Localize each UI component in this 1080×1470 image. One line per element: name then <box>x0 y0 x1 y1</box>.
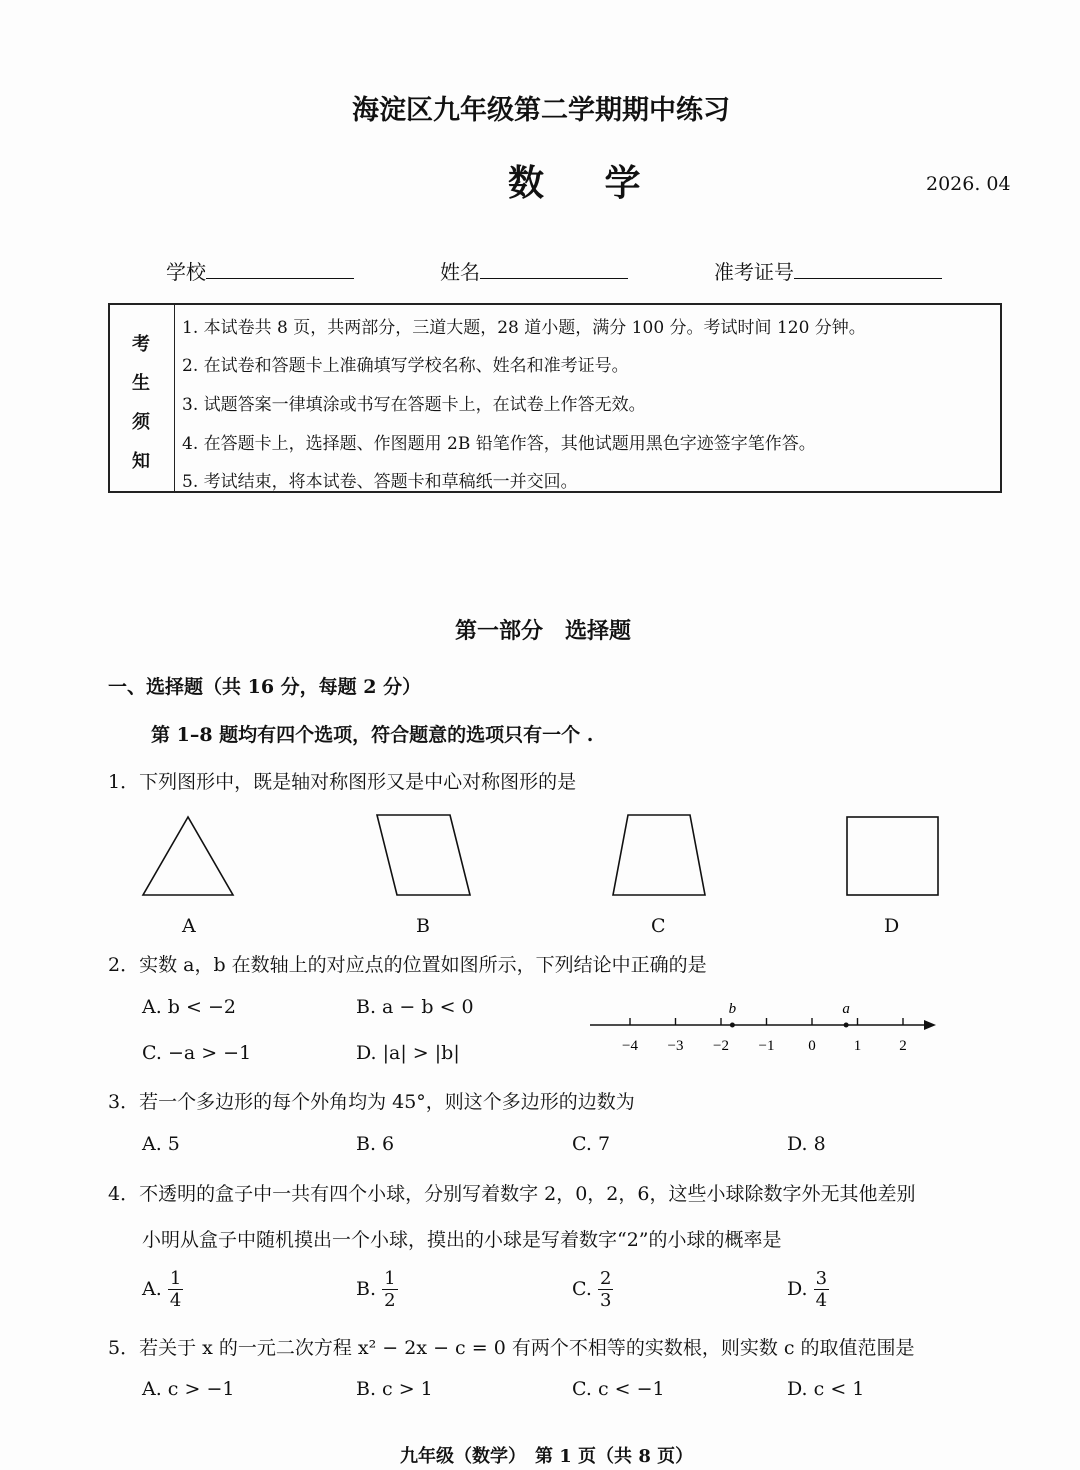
name-blank[interactable] <box>480 258 628 279</box>
notice-item: 3. 试题答案一律填涂或书写在答题卡上，在试卷上作答无效。 <box>182 395 646 415</box>
exam-id-label: 准考证号 <box>714 260 794 284</box>
option-letter: D. <box>787 1278 808 1300</box>
school-label: 学校 <box>166 260 206 284</box>
tick-label: −4 <box>622 1038 638 1054</box>
number-line <box>580 990 950 1065</box>
denominator: 3 <box>599 1290 612 1311</box>
point-label: b <box>728 1001 737 1017</box>
option-letter: C. <box>572 1278 592 1300</box>
q1-option-b[interactable]: B <box>416 915 430 937</box>
q4-option-c[interactable] <box>572 1270 613 1310</box>
q5-option-b[interactable]: B. c > 1 <box>356 1378 433 1400</box>
notice-side-label <box>110 305 175 491</box>
q5-option-c[interactable]: C. c < −1 <box>572 1378 665 1400</box>
side-char: 须 <box>132 412 150 433</box>
point-b <box>730 1023 735 1028</box>
q4-option-b[interactable] <box>356 1270 398 1310</box>
q1-shapes <box>0 800 1080 910</box>
numerator: 2 <box>599 1268 612 1289</box>
q2-option-b[interactable]: B. a − b < 0 <box>356 996 474 1018</box>
side-char: 生 <box>132 373 150 394</box>
notice-item: 1. 本试卷共 8 页，共两部分，三道大题，28 道小题，满分 100 分。考试时间 120 分钟。 <box>182 318 866 338</box>
school-field[interactable] <box>166 256 354 285</box>
question-3-stem: 3．若一个多边形的每个外角均为 45°，则这个多边形的边数为 <box>108 1091 635 1113</box>
part-title: 第一部分 选择题 <box>455 618 632 644</box>
q5-option-d[interactable]: D. c < 1 <box>787 1378 865 1400</box>
q2-option-c[interactable]: C. −a > −1 <box>142 1042 252 1064</box>
question-4-stem-line2: 小明从盒子中随机摸出一个小球，摸出的小球是写着数字“2”的小球的概率是 <box>142 1229 782 1251</box>
numerator: 3 <box>815 1268 828 1289</box>
numerator: 1 <box>169 1268 182 1289</box>
exam-id-field[interactable] <box>714 256 942 285</box>
side-char: 考 <box>132 334 150 355</box>
point-label: a <box>842 1001 850 1017</box>
tick-label: 0 <box>808 1038 816 1054</box>
fraction <box>598 1270 613 1310</box>
q2-option-d[interactable]: D. |a| > |b| <box>356 1042 460 1064</box>
trapezoid-shape <box>613 815 705 895</box>
exam-date: 2026. 04 <box>926 173 1011 195</box>
section-title: 一、选择题（共 16 分，每题 2 分） <box>108 676 422 698</box>
question-1-stem: 1．下列图形中，既是轴对称图形又是中心对称图形的是 <box>108 771 577 793</box>
denominator: 2 <box>384 1290 396 1311</box>
q1-option-c[interactable]: C <box>651 915 666 937</box>
subject-title: 数 学 <box>508 162 665 204</box>
fraction <box>814 1270 829 1310</box>
q4-option-a[interactable] <box>142 1270 183 1310</box>
q4-option-d[interactable] <box>787 1270 829 1310</box>
option-letter: A. <box>142 1278 162 1300</box>
square-shape <box>847 817 938 895</box>
tick-label: 1 <box>853 1038 862 1054</box>
tick-label: −1 <box>758 1038 775 1054</box>
numerator: 1 <box>384 1268 396 1289</box>
point-a <box>844 1023 849 1028</box>
q1-option-d[interactable]: D <box>884 915 900 937</box>
triangle-shape <box>143 817 233 895</box>
q1-option-a[interactable]: A <box>182 915 196 937</box>
q3-option-b[interactable]: B. 6 <box>356 1133 395 1155</box>
section-note: 第 1–8 题均有四个选项，符合题意的选项只有一个 . <box>151 724 594 746</box>
question-4-stem: 4．不透明的盒子中一共有四个小球，分别写着数字 2，0，2，6，这些小球除数字外无其他差别 <box>108 1183 916 1205</box>
option-letter: B. <box>356 1278 377 1300</box>
fraction <box>382 1270 397 1310</box>
tick-label: −2 <box>713 1038 729 1054</box>
notice-item: 5. 考试结束，将本试卷、答题卡和草稿纸一并交回。 <box>182 472 578 492</box>
side-char: 知 <box>132 451 150 472</box>
q2-option-a[interactable]: A. b < −2 <box>142 996 236 1018</box>
denominator: 4 <box>169 1290 182 1311</box>
school-blank[interactable] <box>206 258 354 279</box>
exam-notice-box <box>108 303 1002 493</box>
parallelogram-shape <box>377 815 470 895</box>
q3-option-c[interactable]: C. 7 <box>572 1133 611 1155</box>
fraction <box>168 1270 183 1310</box>
q3-option-d[interactable]: D. 8 <box>787 1133 826 1155</box>
q3-option-a[interactable]: A. 5 <box>142 1133 180 1155</box>
exam-id-blank[interactable] <box>794 258 942 279</box>
exam-title: 海淀区九年级第二学期期中练习 <box>352 95 730 126</box>
arrow-icon <box>924 1020 936 1030</box>
question-2-stem: 2．实数 a，b 在数轴上的对应点的位置如图所示，下列结论中正确的是 <box>108 954 707 976</box>
tick-label: 2 <box>899 1038 907 1054</box>
question-5-stem: 5．若关于 x 的一元二次方程 x² − 2x − c = 0 有两个不相等的实数根，则实数 c 的取值范围是 <box>108 1337 915 1359</box>
name-label: 姓名 <box>440 260 480 284</box>
tick-label: −3 <box>667 1038 684 1054</box>
notice-item: 2. 在试卷和答题卡上准确填写学校名称、姓名和准考证号。 <box>182 356 629 376</box>
page-footer: 九年级（数学） 第 1 页（共 8 页） <box>400 1446 694 1467</box>
notice-item: 4. 在答题卡上，选择题、作图题用 2B 铅笔作答，其他试题用黑色字迹签字笔作答。 <box>182 434 816 454</box>
name-field[interactable] <box>440 256 628 285</box>
q5-option-a[interactable]: A. c > −1 <box>142 1378 235 1400</box>
denominator: 4 <box>815 1290 828 1311</box>
